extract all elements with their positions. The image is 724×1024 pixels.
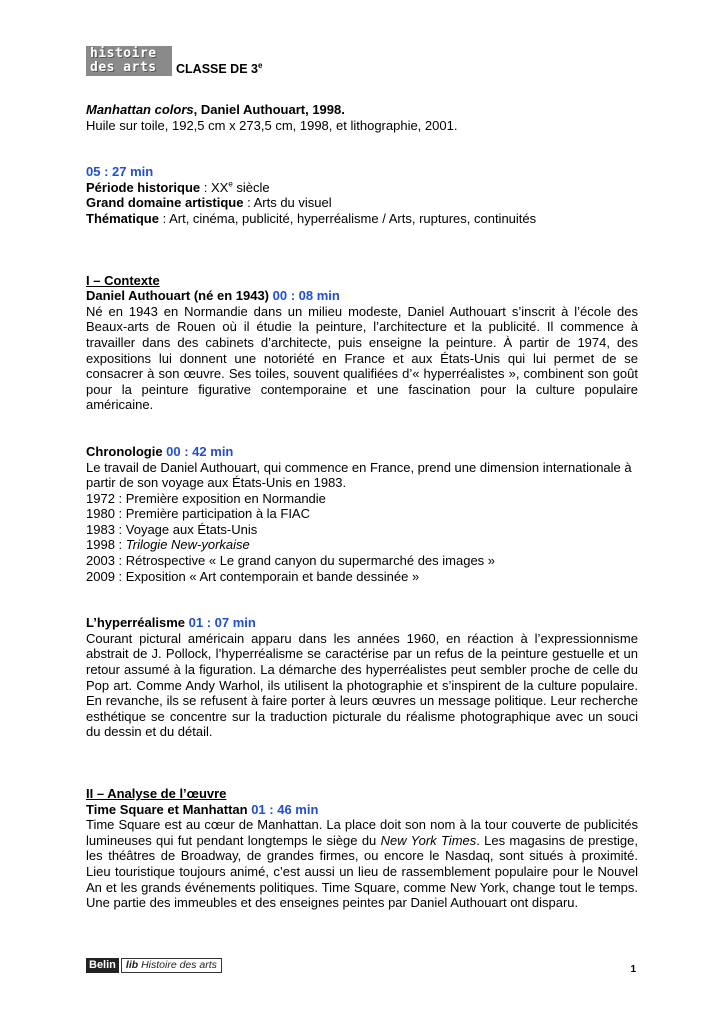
hyperrealisme-body: Courant pictural américain apparu dans les années 1960, en réaction à l’expressionnisme abstrait de J. Pollock, l’hyperréalisme se caractérise par un refus de la peinture gestuelle et un retour assumé à la figuration. La démarche des hyperréalistes peut sembler proche de celle du Pop art. Comme Andy Warhol, ils utilisent la photographie et s’inspirent de la culture populaire. En revanche, ils se refusent à faire porter à leurs œuvres un message politique. Leur recherche esthétique se concentre sur la traduction picturale du réalisme photographique avec un souci du dessin et du détail. — [86, 630, 638, 740]
domaine-line: Grand domaine artistique : Arts du visuel — [86, 195, 332, 211]
histoire-des-arts-logo — [86, 46, 172, 76]
chronologie-item: 2009 : Exposition « Art contemporain et bande dessinée » — [86, 568, 420, 584]
classe-label: CLASSE DE 3e — [176, 60, 263, 76]
collection-label: lib Histoire des arts — [121, 958, 222, 973]
chronologie-item: 2003 : Rétrospective « Le grand canyon du supermarché des images » — [86, 553, 496, 569]
page-number: 1 — [630, 964, 636, 975]
section-analyse-heading: II – Analyse de l’œuvre — [86, 786, 227, 801]
hyperrealisme-heading: L’hyperréalisme 01 : 07 min — [86, 615, 256, 631]
chronologie-item: 1983 : Voyage aux États-Unis — [86, 521, 258, 537]
analyse-body: Time Square est au cœur de Manhattan. La place doit son nom à la tour couverte de publicités lumineuses qui fut pendant longtemps le siège du New York Times. Les magasins de prestige, les théâtres de Broadway, de grandes firmes, ou encore le Nasdaq, sont situés à proximité. Lieu touristique toujours animé, c’est aussi un lieu de rassemblement populaire pour le Nouvel An et les grands événements politiques. Time Square, comme New York, change tout le temps. Une partie des immeubles et des enseignes peintes par Daniel Authouart ont disparu. — [86, 817, 638, 911]
contexte-body: Né en 1943 en Normandie dans un milieu modeste, Daniel Authouart s’inscrit à l’école des Beaux-arts de Rouen où il étudie la peinture, l’architecture et la publicité. Il commence à travailler dans des cabinets d’architecte, puis enseigne la peinture. À partir de 1974, des expositions lui donnent une notoriété en France et aux États-Unis qui lui permet de se consacrer à son œuvre. Ses toiles, souvent qualifiées d’« hyperréalistes », combinent son goût pour la peinture figurative contemporaine et une fascination pour la culture populaire américaine. — [86, 303, 638, 413]
thematique-line: Thématique : Art, cinéma, publicité, hyperréalisme / Arts, ruptures, continuités — [86, 210, 537, 226]
document-page — [86, 40, 638, 911]
contexte-subheading: Daniel Authouart (né en 1943) 00 : 08 min — [86, 288, 340, 304]
logo-line1: histoire — [90, 46, 157, 61]
work-author-year: , Daniel Authouart, 1998. — [193, 102, 345, 117]
belin-brand: Belin — [86, 958, 119, 973]
chronologie-list — [86, 491, 638, 585]
chronologie-item: 1980 : Première participation à la FIAC — [86, 506, 310, 522]
header — [86, 40, 638, 76]
section-contexte-heading: I – Contexte — [86, 272, 160, 288]
work-title: Manhattan colors — [86, 102, 194, 117]
chronologie-item: 1972 : Première exposition en Normandie — [86, 490, 326, 506]
chronologie-heading: Chronologie 00 : 42 min — [86, 443, 234, 459]
work-title-line — [86, 102, 638, 118]
belin-lib-logo — [86, 958, 222, 973]
meta-time: 05 : 27 min — [86, 164, 154, 180]
chronologie-item: 1998 : Trilogie New-yorkaise — [86, 537, 250, 553]
chronologie-intro: Le travail de Daniel Authouart, qui commence en France, prend une dimension internationale à partir de son voyage aux États-Unis en 1983. — [86, 459, 632, 491]
footer — [86, 956, 638, 976]
logo-line2: des arts — [90, 60, 157, 75]
periode-line: Période historique : XXe siècle — [86, 179, 270, 195]
analyse-subheading: Time Square et Manhattan 01 : 46 min — [86, 801, 319, 817]
work-details: Huile sur toile, 192,5 cm x 273,5 cm, 1998, et lithographie, 2001. — [86, 117, 458, 133]
